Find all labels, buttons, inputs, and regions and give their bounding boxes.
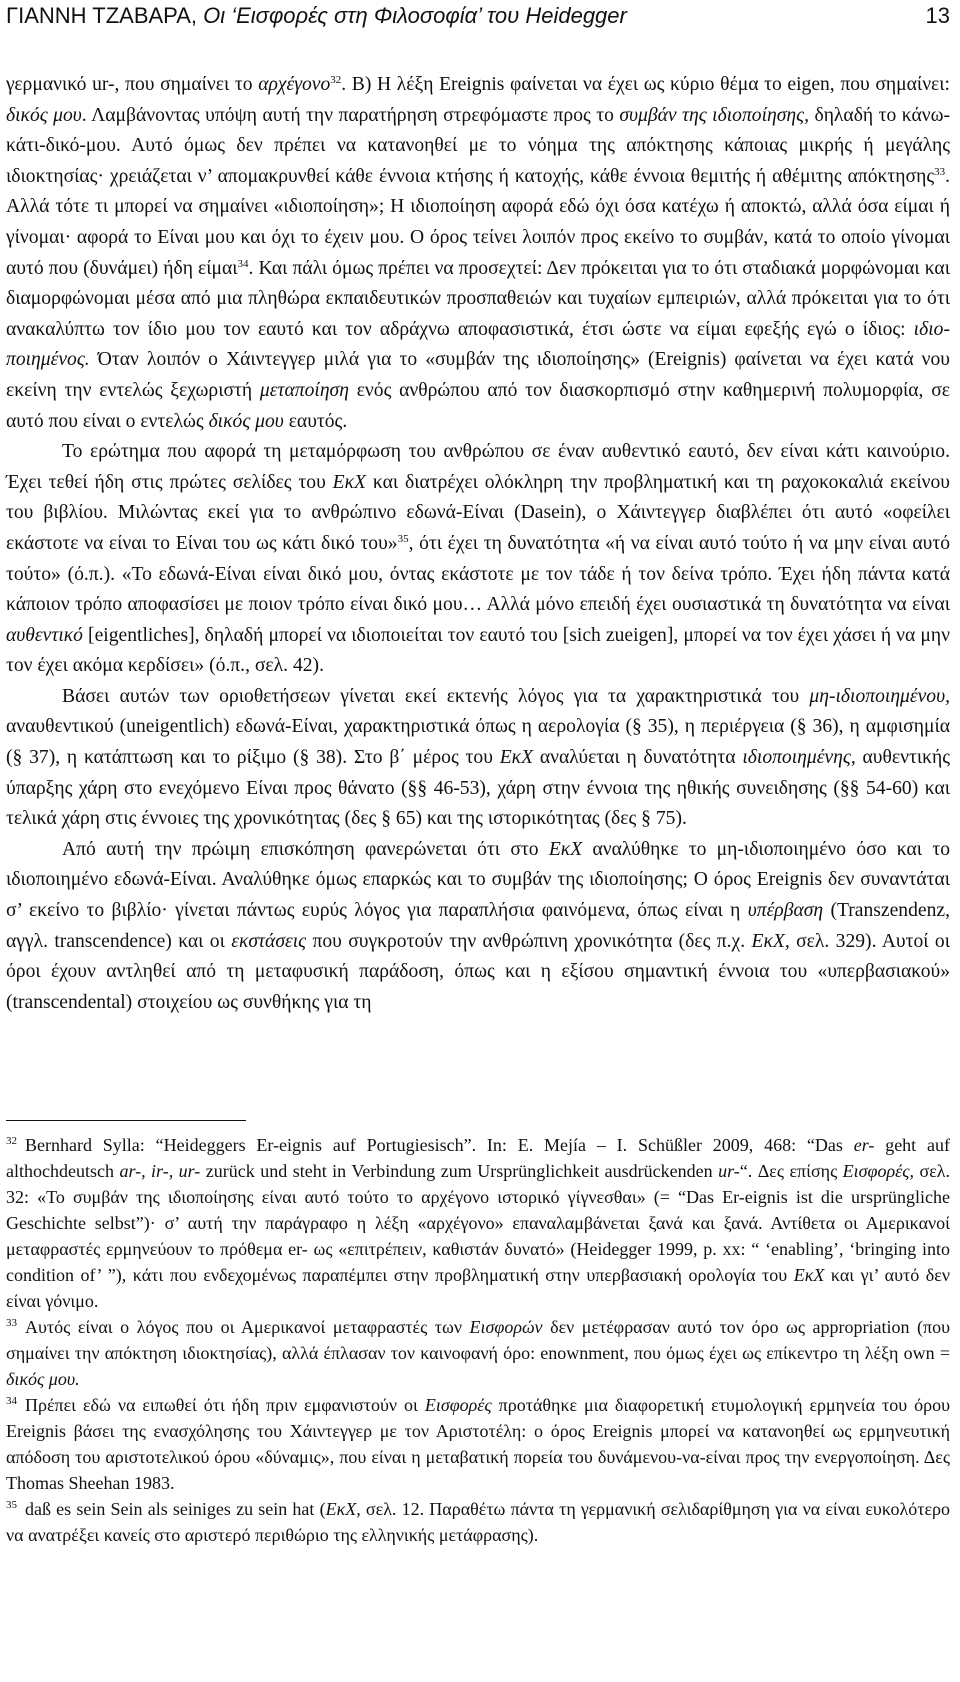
footnote-number: 33 (6, 1317, 17, 1329)
footnote-number: 34 (6, 1395, 17, 1407)
body-paragraph: Βάσει αυτών των οριοθετήσεων γίνεται εκεί εκτενής λόγος για τα χαρακτηριστικά του μη-ιδιοποιημένου, αναυθεντικού (uneigentlich) εδωνά-Είναι, χαρακτηριστικά όπως η αερολογία (§ 35), η περιέργεια (§ 36), η αμφισημία (§ 37), η κατάπτωση και το ρίξιμο (§ 38). Στο β΄ μέρος του ΕκΧ αναλύεται η δυνατότητα ιδιοποιημένης, αυθεντικής ύπαρξης χάρη στο ενεχόμενο Είναι προς θάνατο (§§ 46-53), χάρη στην έννοια της ηθικής συνειδησης (§§ 54-60) και τελικά χάρη στις έννοιες της χρονικότητας (δες § 65) και της ιστορικότητας (δες § 75). (6, 685, 950, 830)
footnote (6, 1496, 950, 1548)
footnote-separator (6, 1120, 246, 1121)
footnote-text: Bernhard Sylla: “Heideggers Er-eignis auf Portugiesisch”. In: E. Mejía – I. Schüßler 2009, 468: “Das er- geht auf althochdeutsch ar-, ir-, ur- zurück und steht in Verbindung zum Ursprünglichkeit ausdrückenden ur-“. Δες επίσης Εισφορές, σελ. 32: «Το συμβάν της ιδιοποίησης είναι αυτό τούτο το αρχέγονο ιστορικό γίγνεσθαι» (= “Das Er-eignis ist die ursprüngliche Geschichte selbst”)· σ’ αυτή την παράγραφο η λέξη «αρχέγονο» επαναλαμβάνεται ξανά και ξανά. Αντίθετα οι Αμερικανοί μεταφραστές ερμηνεύουν το πρόθεμα er- ως «επιτρέπειν, καθιστάν δυνατό» (Heidegger 1999, p. xx: “ ‘enabling’, ‘bringing into condition of’ ”), κάτι που ενδεχομένως παραπέμπει στην προβληματική στην υπερβασιακή ορολογία του ΕκΧ και γι’ αυτό δεν είναι γόνιμο. (6, 1135, 951, 1311)
footnote-number: 35 (6, 1499, 17, 1511)
body-paragraph: Από αυτή την πρώιμη επισκόπηση φανερώνεται ότι στο ΕκΧ αναλύθηκε το μη-ιδιοποιημένο όσο και το ιδιοποιημένο εδωνά-Είναι. Αναλύθηκε όμως επαρκώς και το συμβάν της ιδιοποίησης; Ο όρος Ereignis δεν συναντάται σ’ εκείνο το βιβλίο· γίνεται πάντως ευρύς λόγος για παραπλήσια φαινόμενα, όπως είναι η υπέρβαση (Transzendenz, αγγλ. transcendence) και οι εκστάσεις που συγκροτούν την ανθρώπινη χρονικότητα (δες π.χ. ΕκΧ, σελ. 329). Αυτοί οι όροι έχουν αντληθεί από τη μεταφυσική παράδοση, όπως και η εξίσου σημαντική έννοια του «υπερβασιακού» (transcendental) στοιχείου ως συνθήκης για τη (6, 838, 950, 1013)
running-header (6, 2, 950, 32)
footnote-text: Πρέπει εδώ να ειπωθεί ότι ήδη πριν εμφανιστούν οι Εισφορές προτάθηκε μια διαφορετική ετυμολογική ερμηνεία του όρου Ereignis βάσει της ενασχόλησης του Χάιντεγγερ με τον Αριστοτέλη: ο όρος Ereignis μπορεί να κατανοηθεί ως ερμηνευτική απόδοση του αριστοτελικού όρου «δύναμις», που είναι η μεταβατική πορεία του δυνάμενου-να-είναι προς την ενεργοποίηση. Δες Thomas Sheehan 1983. (6, 1395, 951, 1493)
footnote (6, 1132, 950, 1314)
body-text (6, 70, 950, 1018)
footnote-text: Αυτός είναι ο λόγος που οι Αμερικανοί μεταφραστές των Εισφορών δεν μετέφρασαν αυτό τον όρο ως appropriation (που σημαίνει την απόκτηση ιδιοκτησίας), αλλά έπλασαν τον καινοφανή όρο: enownment, που όμως έχει ως επίκεντρο τη λέξη own = δικός μου. (6, 1317, 951, 1389)
body-paragraph: γερμανικό ur-, που σημαίνει το αρχέγονο$^{32}$. Β) Η λέξη Ereignis φαίνεται να έχει ως κύριο θέμα το eigen, που σημαίνει: δικός μου. Λαμβάνοντας υπόψη αυτή την παρατήρηση στρεφόμαστε προς το συμβάν της ιδιοποίησης, δηλαδή το κάνω-κάτι-δικό-μου. Αυτό όμως δεν πρέπει να κατανοηθεί με το νόημα της απόκτησης κάποιας μικρής ή μεγάλης ιδιοκτησίας· χρειάζεται ν’ απομακρυνθεί κάθε έννοια κτήσης ή κατοχής, κάθε έννοια θεμιτής ή αθέμιτης απόκτησης$^{33}$. Αλλά τότε τι μπορεί να σημαίνει «ιδιοποίηση»; Η ιδιοποίηση αφορά εδώ όχι όσα κατέχω ή αποκτώ, αλλά όσα είμαι ή γίνομαι· αφορά το Είναι μου και όχι το έχειν μου. Ο όρος τείνει λοιπόν προς εκείνο το συμβάν, κατά το οποίο γίνομαι αυτό που (δυνάμει) ήδη είμαι$^{34}$. Και πάλι όμως πρέπει να προσεχτεί: Δεν πρόκειται για το ότι σταδιακά μορφώνομαι και διαμορφώνομαι μέσα από μια πληθώρα εκπαιδευτικών προσπαθειών και τυχαίων εμπειριών, αλλά πρόκειται για το ότι ανακαλύπτω τον ίδιο μου τον εαυτό και τον αδράχνω αποφασιστικά, έτσι ώστε να είμαι εφεξής εγώ ο ίδιος: ιδιο-ποιημένος. Όταν λοιπόν ο Χάιντεγγερ μιλά για το «συμβάν της ιδιοποίησης» (Ereignis) φαίνεται να έχει κατά νου εκείνη την εντελώς ξεχωριστή μεταποίηση ενός ανθρώπου από τον διασκορπισμό στην καθημερινή πολυμορφία, σε αυτό που είναι ο εντελώς δικός μου εαυτός. (6, 74, 951, 432)
running-header-title: ΓΙΑΝΝΗ ΤΖΑΒΑΡΑ, Οι ‘Εισφορές στη Φιλοσοφία’ του Heidegger (6, 3, 627, 28)
footnote-number: 32 (6, 1135, 17, 1147)
footnote-text: daß es sein Sein als seiniges zu sein hat (ΕκΧ, σελ. 12. Παραθέτω πάντα τη γερμανική σελιδαρίθμηση για να είναι ευκολότερο να ανατρέξει κανείς στο αριστερό περιθώριο της ελληνικής μετάφρασης). (6, 1499, 950, 1545)
footnote (6, 1392, 950, 1496)
footnote (6, 1314, 950, 1392)
page-number: 13 (925, 3, 950, 28)
body-paragraph: Το ερώτημα που αφορά τη μεταμόρφωση του ανθρώπου σε έναν αυθεντικό εαυτό, δεν είναι κάτι καινούριο. Έχει τεθεί ήδη στις πρώτες σελίδες του ΕκΧ και διατρέχει ολόκληρη την προβληματική και τη ραχοκοκαλιά εκείνου του βιβλίου. Μιλώντας εκεί για το ανθρώπινο εδωνά-Είναι (Dasein), ο Χάιντεγγερ διαβλέπει ότι αυτό «οφείλει εκάστοτε να είναι το Είναι του ως κάτι δικό του»$^{35}$, ότι έχει τη δυνατότητα «ή να είναι αυτό τούτο ή να μην είναι αυτό τούτο» (ό.π.). «Το εδωνά-Είναι είναι δικό μου, όντας εκάστοτε με τον τάδε ή τον δείνα τρόπο. Έχει ήδη πάντα κατά κάποιον τρόπο αποφασίσει με ποιον τρόπο είναι δικό μου… Αλλά μόνο επειδή έχει ουσιαστικά τη δυνατότητα να είναι αυθεντικό [eigentliches], δηλαδή μπορεί να ιδιοποιείται τον εαυτό του [sich zueigen], μπορεί να τον έχει χάσει ή να μην τον έχει ακόμα κερδίσει» (ό.π., σελ. 42). (6, 441, 950, 677)
footnotes (6, 1132, 950, 1548)
